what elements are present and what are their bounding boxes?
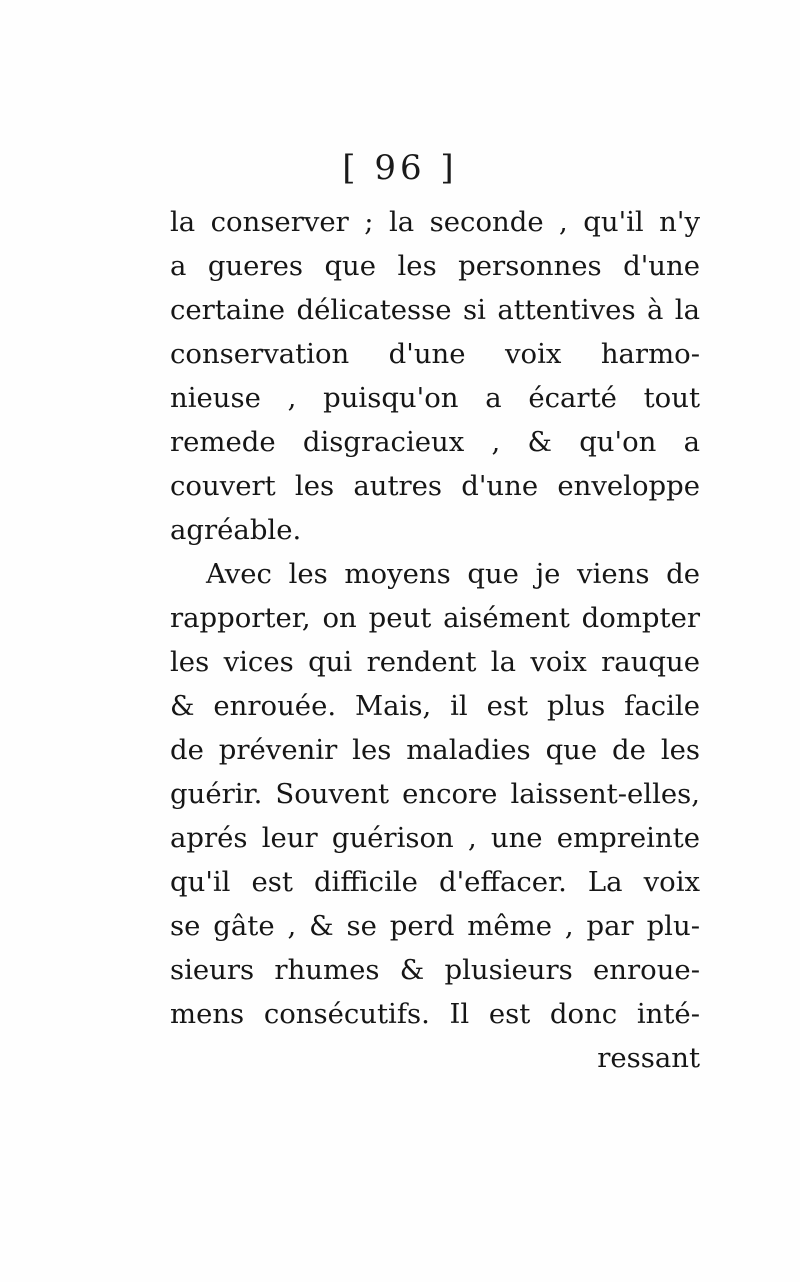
text-line: sieurs rhumes & plusieurs enroue- [170,954,700,986]
text-line: les vices qui rendent la voix rauque [170,646,700,678]
text-line: & enrouée. Mais, il est plus facile [170,690,700,722]
text-line: couvert les autres d'une enveloppe [170,470,700,502]
text-line: conservation d'une voix harmo- [170,338,700,370]
text-line: se gâte , & se perd même , par plu- [170,910,700,942]
text-line: guérir. Souvent encore laissent-elles, [170,778,700,810]
text-line: qu'il est difficile d'effacer. La voix [170,866,700,898]
text-line: a gueres que les personnes d'une [170,250,700,282]
page-number: [ 96 ] [342,148,458,188]
paragraph-start-line: Avec les moyens que je viens de [206,558,700,590]
text-line: certaine délicatesse si attentives à la [170,294,700,326]
text-line: mens consécutifs. Il est donc inté- [170,998,700,1030]
body-text [170,200,700,1080]
text-line: nieuse , puisqu'on a écarté tout [170,382,700,414]
catchword: ressant [597,1042,700,1074]
text-line: de prévenir les maladies que de les [170,734,700,766]
text-line: agréable. [170,514,302,546]
text-line: remede disgracieux , & qu'on a [170,426,700,458]
text-line: aprés leur guérison , une empreinte [170,822,700,854]
text-line: rapporter, on peut aisément dompter [170,602,700,634]
text-line: la conserver ; la seconde , qu'il n'y [170,206,700,238]
